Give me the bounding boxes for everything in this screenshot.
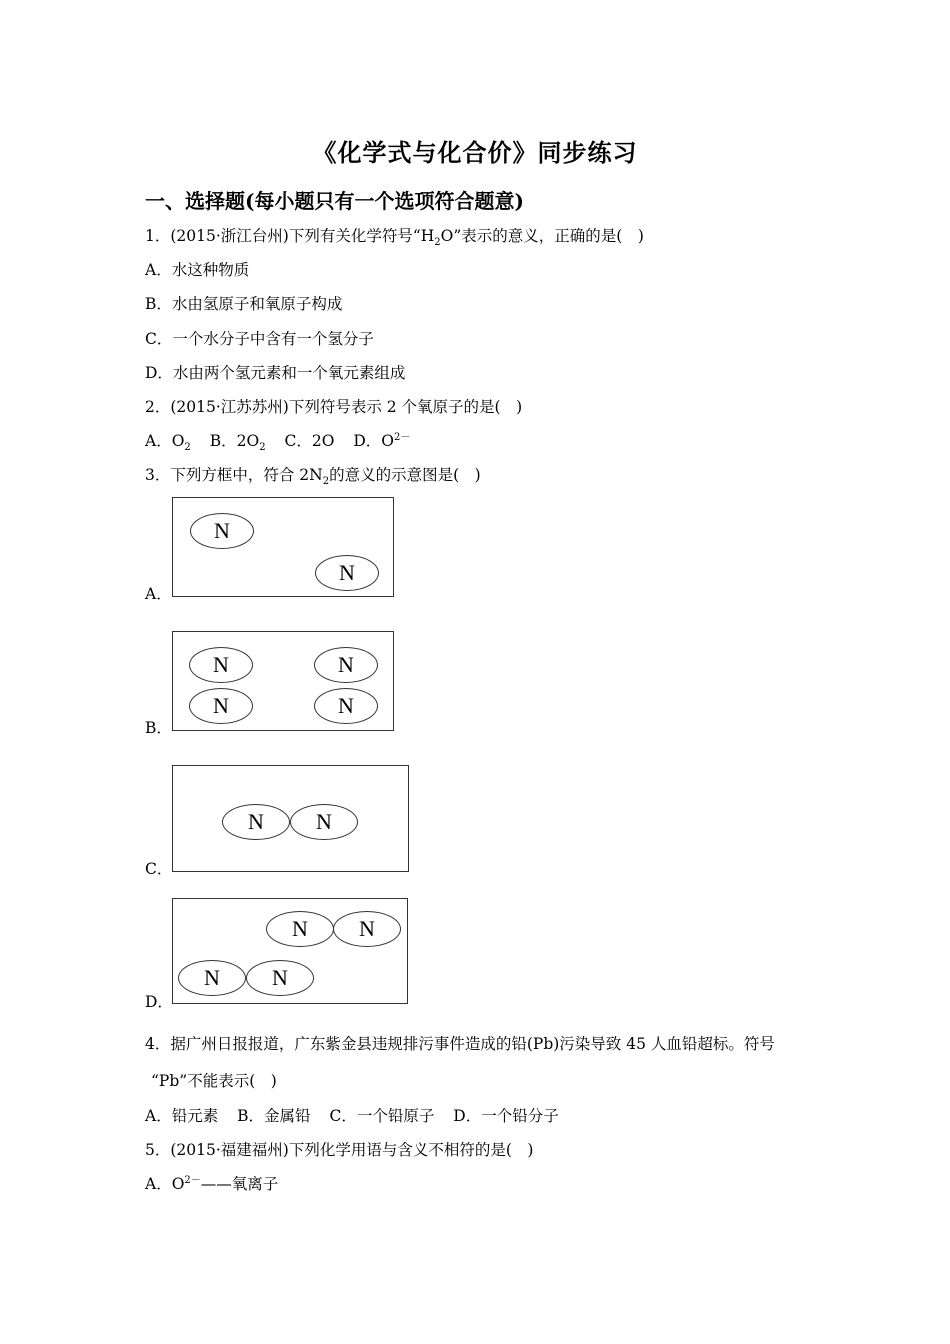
question-5-stem: 5．(2015·福建福州)下列化学用语与含义不相符的是( ) (145, 1141, 534, 1159)
q4-option-d: D．一个铅分子 (453, 1107, 559, 1125)
q4-option-c: C．一个铅原子 (329, 1107, 435, 1125)
nitrogen-atom: N (314, 647, 378, 683)
q1-option-d: D．水由两个氢元素和一个氧元素组成 (145, 364, 406, 382)
nitrogen-atom: N (314, 688, 378, 724)
diagram-c-box (172, 765, 409, 872)
nitrogen-atom: N (178, 960, 246, 996)
q2-options (145, 431, 411, 454)
q2-option-b: B．$2O_2$ (209, 432, 266, 454)
q4-option-a: A．铅元素 (145, 1107, 219, 1125)
page-title: 《化学式与化合价》同步练习 (312, 138, 638, 167)
nitrogen-atom: N (290, 804, 358, 840)
nitrogen-atom: N (189, 647, 253, 683)
q1-stem-text: 1．(2015·浙江台州)下列有关化学符号“H (145, 227, 435, 245)
q5-option-a: A．$O^{2-}——$氧离子 (145, 1174, 279, 1193)
section-heading: 一、选择题(每小题只有一个选项符合题意) (145, 189, 524, 213)
q1-option-c: C．一个水分子中含有一个氢分子 (145, 330, 374, 348)
diagram-a-label: A． (145, 585, 172, 603)
question-4-stem-line2: “Pb”不能表示( ) (151, 1072, 277, 1090)
q1-stem-text-end: O”表示的意义，正确的是( ) (440, 227, 644, 245)
diagram-c-label: C． (145, 860, 173, 878)
question-1-stem (145, 226, 644, 249)
question-3-stem: 3．下列方框中，符合 $2N_2$的意义的示意图是( ) (145, 466, 481, 488)
nitrogen-atom: N (189, 688, 253, 724)
diagram-b-box (172, 631, 394, 731)
question-2-stem: 2．(2015·江苏苏州)下列符号表示 2 个氧原子的是( ) (145, 398, 523, 416)
nitrogen-atom: N (333, 911, 401, 947)
q1-option-b: B．水由氢原子和氧原子构成 (145, 295, 343, 313)
diagram-d-box (172, 898, 408, 1004)
q4-option-b: B．金属铅 (237, 1107, 311, 1125)
nitrogen-atom: N (246, 960, 314, 996)
nitrogen-atom: N (190, 513, 254, 549)
q4-options (145, 1106, 559, 1126)
diagram-b-label: B． (145, 719, 172, 737)
nitrogen-atom: N (266, 911, 334, 947)
nitrogen-atom: N (315, 555, 379, 591)
q2-option-d: D．$O^{2-}$ (353, 431, 411, 450)
diagram-a-box (172, 497, 394, 597)
q1-subscript: 2 (434, 237, 441, 249)
diagram-d-label: D． (145, 993, 173, 1011)
q2-option-c: C．2O (284, 432, 335, 450)
q2-option-a: A．$O_2$ (145, 432, 191, 454)
nitrogen-atom: N (222, 804, 290, 840)
q1-option-a: A．水这种物质 (145, 261, 250, 279)
question-4-stem-line1: 4．据广州日报报道，广东紫金县违规排污事件造成的铅(Pb)污染导致 45 人血铅超标。符号 (145, 1035, 775, 1053)
